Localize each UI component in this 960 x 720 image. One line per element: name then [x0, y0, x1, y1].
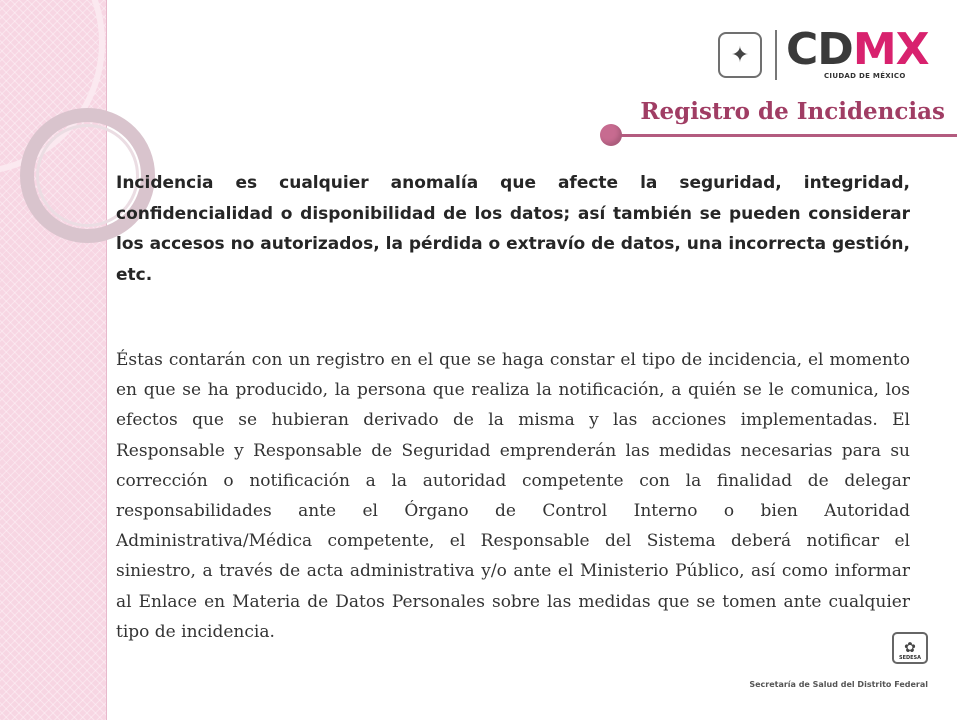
- decorative-sidebar: [0, 0, 107, 720]
- city-crest-icon: ✦: [718, 32, 762, 78]
- cdmx-logo-subtitle: CIUDAD DE MÉXICO: [824, 72, 906, 80]
- sedesa-logo-label: SEDESA: [898, 655, 922, 661]
- title-bullet-dot: [600, 124, 622, 146]
- cdmx-logo: CDMX: [786, 24, 929, 75]
- title-underline: [612, 134, 957, 137]
- procedure-paragraph: Éstas contarán con un registro en el que se haga constar el tipo de incidencia, el momento en que se ha producido, la persona que realiza la notificación, a quién se le comunica, los efectos que se hubieran derivado de la misma y las acciones implementadas. El Responsable y Responsable de Seguridad emprenderán las medidas necesarias para su corrección o notificación a la autoridad competente con la finalidad de delegar responsabilidades ante el Órgano de Control Interno o bien Autoridad Administrativa/Médica competente, el Responsable del Sistema deberá notificar el siniestro, a través de acta administrativa y/o ante el Ministerio Público, así como informar al Enlace en Materia de Datos Personales sobre las medidas que se tomen ante cualquier tipo de incidencia.: [116, 350, 910, 642]
- page-title: Registro de Incidencias: [640, 98, 945, 125]
- main-content: [116, 168, 910, 647]
- definition-paragraph: Incidencia es cualquier anomalía que afecte la seguridad, integridad, confidencialidad o disponibilidad de los datos; así también se pueden considerar los accesos no autorizados, la pérdida o extravío de datos, una incorrecta gestión, etc.: [116, 173, 910, 285]
- header-logos: [716, 26, 936, 86]
- sedesa-logo-icon: ✿: [892, 632, 928, 664]
- logo-divider: [775, 30, 777, 80]
- footer-text: Secretaría de Salud del Distrito Federal: [749, 680, 928, 689]
